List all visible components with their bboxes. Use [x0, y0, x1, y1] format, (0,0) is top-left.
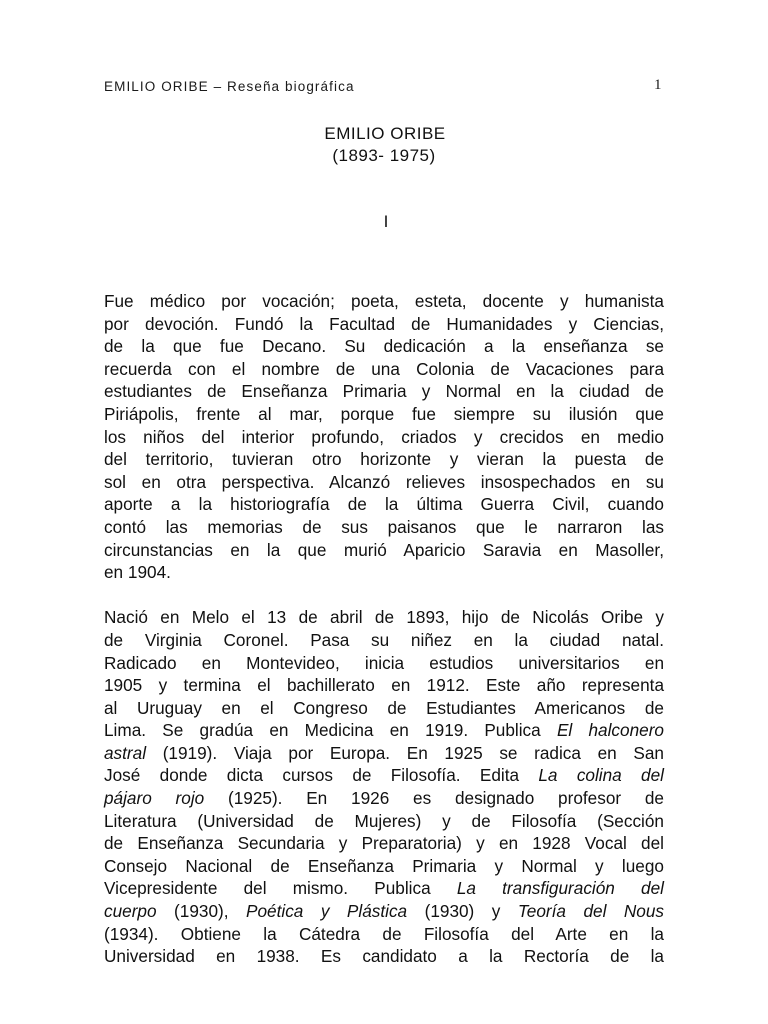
text-line: Piriápolis, frente al mar, porque fue siempre su ilusión que — [104, 403, 664, 424]
text-run: Vicepresidente del mismo. Publica — [104, 878, 457, 899]
text-line: en 1904. — [104, 562, 171, 583]
text-line: del territorio, tuvieran otro horizonte y vieran la puesta de — [104, 449, 664, 470]
text-run: (1930), — [156, 901, 247, 922]
text-line: (1934). Obtiene la Cátedra de Filosofía del Arte en la — [104, 923, 664, 944]
text-run: (1925). En 1926 es designado profesor de — [204, 788, 664, 809]
book-title: El halconero — [556, 720, 664, 741]
text-line: estudiantes de Enseñanza Primaria y Normal en la ciudad de — [104, 381, 664, 402]
text-line: de Enseñanza Secundaria y Preparatoria) y en 1928 Vocal del — [104, 833, 664, 854]
text-line — [104, 877, 664, 900]
text-line: Radicado en Montevideo, inicia estudios universitarios en — [104, 652, 664, 673]
text-line: al Uruguay en el Congreso de Estudiantes Americanos de — [104, 697, 664, 718]
text-run: Lima. Se gradúa en Medicina en 1919. Publica — [104, 720, 557, 741]
text-line: Nació en Melo el 13 de abril de 1893, hijo de Nicolás Oribe y — [104, 607, 664, 628]
text-line: Literatura (Universidad de Mujeres) y de Filosofía (Sección — [104, 810, 664, 831]
book-title: cuerpo — [104, 901, 157, 922]
book-title: La colina del — [538, 765, 664, 786]
text-line: aporte a la historiografía de la última Guerra Civil, cuando — [104, 494, 664, 515]
paragraph-1 — [104, 290, 664, 584]
text-line — [104, 900, 664, 923]
document-title: EMILIO ORIBE — [324, 124, 446, 143]
text-line — [104, 742, 664, 765]
title-block — [104, 123, 664, 167]
book-title: La transfiguración del — [456, 878, 664, 899]
text-run: (1919). Viaja por Europa. En 1925 se radica en San — [146, 742, 664, 763]
text-run: José donde dicta cursos de Filosofía. Edita — [104, 765, 539, 786]
text-line: recuerda con el nombre de una Colonia de Vacaciones para — [104, 358, 664, 379]
paragraph-2 — [104, 606, 664, 968]
text-run: (1930) y — [407, 901, 518, 922]
text-line: Universidad en 1938. Es candidato a la Rectoría de la — [104, 946, 664, 967]
text-line: Fue médico por vocación; poeta, esteta, docente y humanista — [104, 291, 664, 311]
section-number: I — [383, 212, 389, 231]
text-line: por devoción. Fundó la Facultad de Humanidades y Ciencias, — [104, 313, 664, 334]
text-line: contó las memorias de sus paisanos que le narraron las — [104, 516, 664, 537]
book-title: Poética y Plástica — [246, 901, 408, 922]
text-line: 1905 y termina el bachillerato en 1912. Este año representa — [104, 675, 664, 696]
text-line: circunstancias en la que murió Aparicio Saravia en Masoller, — [104, 539, 664, 560]
book-title: Teoría del Nous — [517, 901, 664, 922]
page-number: 1 — [654, 77, 662, 93]
book-title: pájaro rojo — [104, 788, 205, 809]
running-header: EMILIO ORIBE – Reseña biográfica — [104, 79, 355, 94]
text-line: de Virginia Coronel. Pasa su niñez en la ciudad natal. — [104, 629, 664, 650]
life-years: (1893- 1975) — [332, 146, 436, 165]
text-line — [104, 787, 664, 810]
text-line: sol en otra perspectiva. Alcanzó relieves insospechados en su — [104, 471, 664, 492]
text-line: Consejo Nacional de Enseñanza Primaria y Normal y luego — [104, 855, 664, 876]
text-line: los niños del interior profundo, criados y crecidos en medio — [104, 426, 664, 447]
text-line — [104, 764, 664, 787]
text-line: de la que fue Decano. Su dedicación a la enseñanza se — [104, 336, 664, 357]
text-line — [104, 719, 664, 742]
book-title: astral — [104, 742, 147, 763]
body-text — [104, 290, 664, 968]
